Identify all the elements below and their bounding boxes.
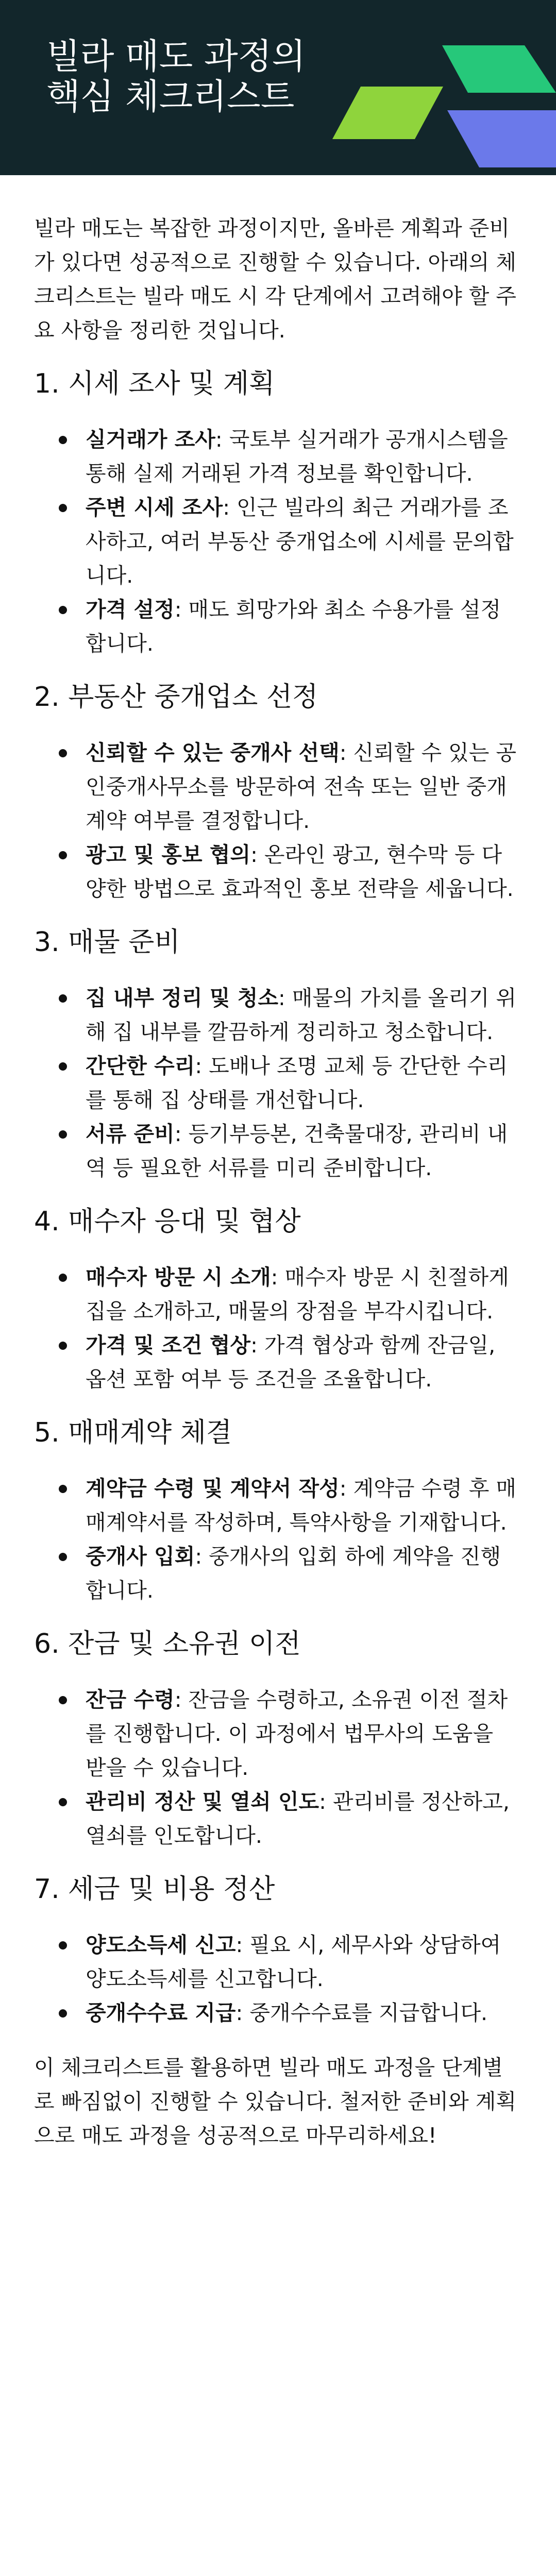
- checklist-items: [34, 422, 519, 660]
- item-text: : 중개사의 입회 하에 계약을 진행합니다.: [86, 1544, 501, 1603]
- list-item: [86, 1471, 519, 1539]
- item-label: 관리비 정산 및 열쇠 인도: [86, 1789, 319, 1814]
- item-text: : 등기부등본, 건축물대장, 관리비 내역 등 필요한 서류를 미리 준비합니다.: [86, 1122, 508, 1180]
- item-text: : 가격 협상과 함께 잔금일, 옵션 포함 여부 등 조건을 조율합니다.: [86, 1333, 496, 1392]
- list-item: [86, 1328, 519, 1396]
- item-label: 가격 설정: [86, 597, 175, 622]
- item-label: 서류 준비: [86, 1122, 175, 1146]
- item-text: : 신뢰할 수 있는 공인중개사무소를 방문하여 전속 또는 일반 중개 계약 여부를 결정합니다.: [86, 740, 516, 833]
- list-item: [86, 592, 519, 660]
- item-text: : 관리비를 정산하고, 열쇠를 인도합니다.: [86, 1789, 510, 1848]
- checklist-items: [34, 1260, 519, 1396]
- item-label: 실거래가 조사: [86, 427, 215, 452]
- checklist-section: [34, 1415, 519, 1607]
- list-item: [86, 1928, 519, 1996]
- checklist-items: [34, 1683, 519, 1853]
- list-item: [86, 1539, 519, 1607]
- item-text: : 중개수수료를 지급합니다.: [235, 2001, 488, 2025]
- list-item: [86, 838, 519, 906]
- blue-parallelogram-shape: [447, 110, 556, 167]
- checklist-section: [34, 924, 519, 1185]
- list-item: [86, 490, 519, 592]
- list-item: [86, 1117, 519, 1185]
- item-label: 간단한 수리: [86, 1054, 195, 1078]
- checklist-section: [34, 366, 519, 660]
- item-label: 가격 및 조건 협상: [86, 1333, 251, 1358]
- item-label: 광고 및 홍보 협의: [86, 842, 251, 867]
- intro-paragraph: 빌라 매도는 복잡한 과정이지만, 올바른 계획과 준비가 있다면 성공적으로 진행할 수 있습니다. 아래의 체크리스트는 빌라 매도 시 각 단계에서 고려해야 할 주요 사항을 정리한 것입니다.: [34, 216, 516, 343]
- outro-paragraph: 이 체크리스트를 활용하면 빌라 매도 과정을 단계별로 빠짐없이 진행할 수 있습니다. 철저한 준비와 계획으로 매도 과정을 성공적으로 마무리하세요!: [34, 2055, 516, 2148]
- item-label: 주변 시세 조사: [86, 495, 223, 520]
- checklist-items: [34, 1471, 519, 1607]
- item-text: : 계약금 수령 후 매매계약서를 작성하며, 특약사항을 기재합니다.: [86, 1476, 516, 1535]
- section-title: 2. 부동산 중개업소 선정: [34, 682, 318, 713]
- checklist-section: [34, 679, 519, 906]
- header-banner: [0, 0, 556, 175]
- list-item: [86, 736, 519, 838]
- item-label: 신뢰할 수 있는 중개사 선택: [86, 740, 340, 765]
- item-label: 매수자 방문 시 소개: [86, 1265, 271, 1290]
- checklist-section: [34, 1204, 519, 1396]
- list-item: [86, 981, 519, 1049]
- checklist-items: [34, 981, 519, 1185]
- item-label: 중개사 입회: [86, 1544, 195, 1569]
- item-label: 계약금 수령 및 계약서 작성: [86, 1476, 340, 1501]
- list-item: [86, 1049, 519, 1117]
- item-label: 집 내부 정리 및 청소: [86, 986, 278, 1010]
- green-parallelogram-shape: [442, 45, 556, 93]
- section-title: 5. 매매계약 체결: [34, 1417, 232, 1448]
- item-text: : 국토부 실거래가 공개시스템을 통해 실제 거래된 가격 정보를 확인합니다.: [86, 427, 508, 486]
- section-title: 7. 세금 및 비용 정산: [34, 1874, 275, 1905]
- list-item: [86, 422, 519, 490]
- checklist-content: [0, 175, 556, 2153]
- page-title: 빌라 매도 과정의 핵심 체크리스트: [46, 37, 306, 117]
- checklist-section: [34, 1626, 519, 1853]
- item-text: : 매물의 가치를 올리기 위해 집 내부를 깔끔하게 정리하고 청소합니다.: [86, 986, 516, 1044]
- item-text: : 온라인 광고, 현수막 등 다양한 방법으로 효과적인 홍보 전략을 세웁니다.: [86, 842, 514, 901]
- checklist-items: [34, 736, 519, 906]
- item-text: : 필요 시, 세무사와 상담하여 양도소득세를 신고합니다.: [86, 1933, 501, 1991]
- list-item: [86, 1683, 519, 1785]
- checklist-items: [34, 1928, 519, 2030]
- item-label: 잔금 수령: [86, 1687, 175, 1712]
- item-label: 양도소득세 신고: [86, 1933, 236, 1957]
- item-text: : 인근 빌라의 최근 거래가를 조사하고, 여러 부동산 중개업소에 시세를 문의합니다.: [86, 495, 514, 588]
- checklist-section: [34, 1871, 519, 2030]
- item-label: 중개수수료 지급: [86, 2001, 236, 2025]
- section-title: 4. 매수자 응대 및 협상: [34, 1206, 301, 1237]
- list-item: [86, 1996, 519, 2030]
- list-item: [86, 1785, 519, 1853]
- lime-parallelogram-shape: [332, 87, 443, 139]
- section-title: 1. 시세 조사 및 계획: [34, 368, 275, 399]
- list-item: [86, 1260, 519, 1328]
- item-text: : 매도 희망가와 최소 수용가를 설정합니다.: [86, 597, 501, 656]
- section-title: 3. 매물 준비: [34, 927, 180, 958]
- item-text: : 도배나 조명 교체 등 간단한 수리를 통해 집 상태를 개선합니다.: [86, 1054, 508, 1112]
- section-title: 6. 잔금 및 소유권 이전: [34, 1629, 301, 1659]
- checklist-sections: [34, 366, 519, 2030]
- decorative-shapes: [0, 0, 556, 175]
- item-text: : 잔금을 수령하고, 소유권 이전 절차를 진행합니다. 이 과정에서 법무사의 도움을 받을 수 있습니다.: [86, 1687, 508, 1780]
- item-text: : 매수자 방문 시 친절하게 집을 소개하고, 매물의 장점을 부각시킵니다.: [86, 1265, 509, 1324]
